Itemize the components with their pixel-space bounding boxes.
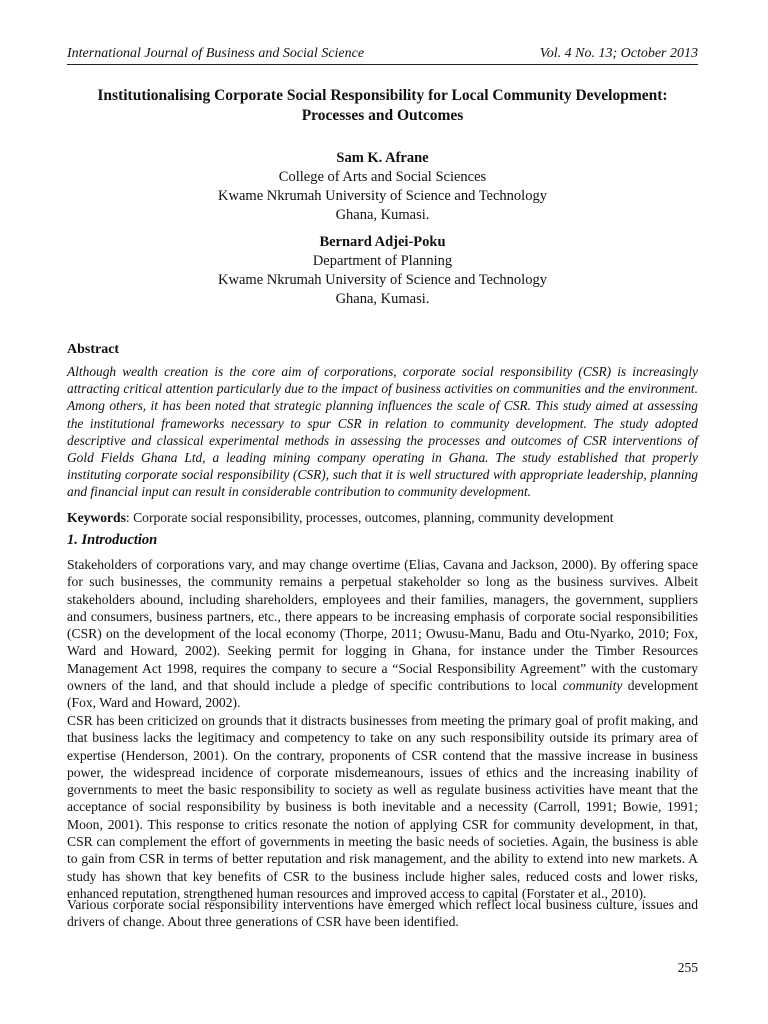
page-number: 255 [677,960,698,975]
abstract-heading: Abstract [67,342,120,357]
journal-name: International Journal of Business and Social Science [67,46,365,61]
author-name: Sam K. Afrane [336,150,429,166]
keywords-label: Keywords [67,510,126,525]
keywords-line [67,509,698,527]
keywords-text: : Corporate social responsibility, processes, outcomes, planning, community development [125,510,614,525]
volume-info: Vol. 4 No. 13; October 2013 [539,46,698,61]
running-header [67,46,698,64]
paragraph-text: Stakeholders of corporations vary, and may change overtime (Elias, Cavana and Jackson, 2000). By offering space for such businesses, the community remains a perpetual stakeholder so long as the business survives. Albeit stakeholders abound, including shareholders, employees and their families, managers, the government, suppliers and consumers, business partners, etc., there appears to be increasing emphasis of corporate social responsibilities (CSR) on the development of the local economy (Thorpe, 2011; Owusu-Manu, Badu and Otu-Nyarko, 2010; Fox, Ward and Howard, 2002). Seeking permit for logging in Ghana, for instance under the Timber Resources Management Act 1998, requires the company to secure a “Social Responsibility Agreement” with the customary owners of the land, and that should include a pledge of specific contributions to local [67,557,698,694]
author-location: Ghana, Kumasi. [335,291,430,307]
paragraph-text: development (Fox, Ward and Howard, 2002). [67,678,698,711]
author-univ: Kwame Nkrumah University of Science and Technology [218,272,547,288]
section-heading: 1. Introduction [67,532,158,548]
intro-paragraph-1 [67,556,698,712]
author-dept: College of Arts and Social Sciences [278,169,487,185]
intro-paragraph-3: Various corporate social responsibility interventions have emerged which reflect local business culture, issues and drivers of change. About three generations of CSR have been identified. [67,897,698,930]
author-name: Bernard Adjei-Poku [319,234,446,250]
author-univ: Kwame Nkrumah University of Science and Technology [218,188,547,204]
abstract-text: Although wealth creation is the core aim of corporations, corporate social responsibility (CSR) is increasingly attracting critical attention particularly due to the impact of business activities on communities and the environment. Among others, it has been noted that strategic planning influences the scale of CSR. This study aimed at assessing the institutional frameworks necessary to spur CSR in relation to community development. The study adopted descriptive and classical experimental methods in assessing the processes and outcomes of CSR interventions of Gold Fields Ghana Ltd, a leading mining company operating in Ghana. The study established that properly instituting corporate social responsibility (CSR), such that it is well structured with appropriate leadership, planning and financial input can result in considerable contribution to community development. [67,364,698,500]
author-location: Ghana, Kumasi. [335,207,430,223]
author-block-1 [67,149,698,225]
intro-paragraph-2: CSR has been criticized on grounds that it distracts businesses from meeting the primary goal of profit making, and that business lacks the legitimacy and competency to take on any such responsibility outside its primary area of expertise (Henderson, 2001). On the contrary, proponents of CSR contend that the massive increase in business power, the widespread incidence of corporate misdemeanours, issues of ethics and the increasing inability of governments to meet the basic responsibility to society as well as regulate business activities have meant that the acceptance of social responsibility by business is both inevitable and a necessity (Carroll, 1991; Bowie, 1991; Moon, 2001). This response to critics resonate the notion of applying CSR for community development, in that, CSR can complement the effort of governments in meeting the basic needs of societies. Again, the business is able to gain from CSR in terms of better reputation and risk management, and the ability to extend into new markets. A study has shown that key benefits of CSR to the business include higher sales, reduced costs and lower risks, enhanced reputation, strengthened human resources and improved access to capital (Forstater et al., 2010). [67,713,698,901]
header-rule [67,64,698,65]
emphasis-community: community [562,678,623,694]
author-block-2 [67,233,698,309]
paper-title: Institutionalising Corporate Social Responsibility for Local Community Development: Processes and Outcomes [97,87,668,124]
author-dept: Department of Planning [312,253,453,269]
